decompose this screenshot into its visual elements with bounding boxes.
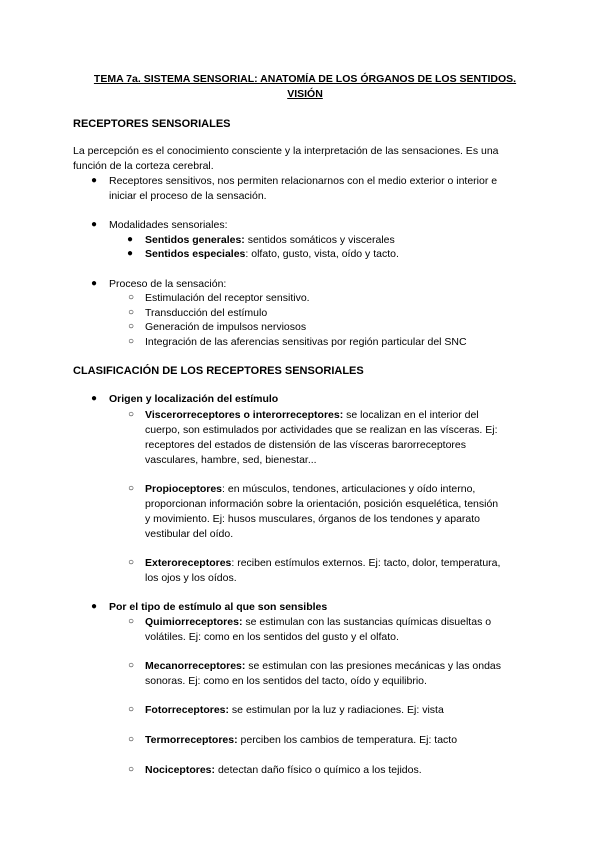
list-item: Viscerorreceptores o interorreceptores: se localizan en el interior del cuerpo, son estimulados por actividades que se realizan en las vísceras. Ej: receptores del estados de distensión de las vísceras barorreceptores vasculares, hambre, sed, bienestar...	[145, 409, 498, 466]
list-item: Generación de impulsos nerviosos	[145, 321, 307, 333]
circle-bullet-icon: ○	[128, 483, 135, 494]
list-item: Modalidades sensoriales:	[109, 219, 228, 231]
bullet-icon: ●	[127, 234, 134, 245]
circle-bullet-icon: ○	[128, 307, 135, 318]
list-item: Nociceptores: detectan daño físico o químico a los tejidos.	[145, 764, 422, 776]
list-item: Quimiorreceptores: se estimulan con las sustancias químicas disueltas o volátiles. Ej: como en los sentidos del gusto y el olfato.	[145, 616, 492, 643]
list-item: Termorreceptores: perciben los cambios de temperatura. Ej: tacto	[145, 734, 458, 746]
bullet-icon: ●	[91, 278, 98, 289]
circle-bullet-icon: ○	[128, 321, 135, 332]
list-item: Transducción del estímulo	[145, 307, 268, 319]
list-item: Fotorreceptores: se estimulan por la luz y radiaciones. Ej: vista	[145, 704, 444, 716]
intro-paragraph: La percepción es el conocimiento consciente y la interpretación de las sensaciones. Es una función de la corteza cerebral.	[73, 145, 499, 172]
circle-bullet-icon: ○	[128, 660, 135, 671]
list-item: Receptores sensitivos, nos permiten relacionarnos con el medio exterior o interior e iniciar el proceso de la sensación.	[109, 175, 498, 202]
bullet-icon: ●	[91, 393, 98, 404]
circle-bullet-icon: ○	[128, 292, 135, 303]
list-item: Exteroreceptores: reciben estímulos externos. Ej: tacto, dolor, temperatura, los ojos y los oídos.	[145, 557, 501, 584]
circle-bullet-icon: ○	[128, 704, 135, 715]
circle-bullet-icon: ○	[128, 409, 135, 420]
list-item: Por el tipo de estímulo al que son sensibles	[109, 601, 328, 613]
list-item: Sentidos generales: sentidos somáticos y viscerales	[145, 234, 395, 246]
circle-bullet-icon: ○	[128, 734, 135, 745]
circle-bullet-icon: ○	[128, 336, 135, 347]
list-item: Propioceptores: en músculos, tendones, articulaciones y oído interno, proporcionan información sobre la orientación, posición esquelética, tensión y movimiento. Ej: husos musculares, órganos de los tendones y aparato vestibular del oído.	[145, 483, 499, 540]
bullet-icon: ●	[91, 219, 98, 230]
bullet-icon: ●	[127, 248, 134, 259]
title-line-1: TEMA 7a. SISTEMA SENSORIAL: ANATOMÍA DE LOS ÓRGANOS DE LOS SENTIDOS.	[93, 73, 517, 85]
list-item: Proceso de la sensación:	[109, 278, 227, 290]
list-item: Origen y localización del estímulo	[109, 393, 279, 405]
circle-bullet-icon: ○	[128, 557, 135, 568]
document-title	[70, 72, 540, 102]
list-item: Integración de las aferencias sensitivas por región particular del SNC	[145, 336, 467, 348]
circle-bullet-icon: ○	[128, 764, 135, 775]
section-heading-clasificacion: CLASIFICACIÓN DE LOS RECEPTORES SENSORIALES	[73, 365, 364, 377]
section-heading-receptores: RECEPTORES SENSORIALES	[73, 118, 231, 130]
bullet-icon: ●	[91, 175, 98, 186]
list-item: Sentidos especiales: olfato, gusto, vista, oído y tacto.	[145, 248, 399, 260]
circle-bullet-icon: ○	[128, 616, 135, 627]
bullet-icon: ●	[91, 601, 98, 612]
list-item: Mecanorreceptores: se estimulan con las presiones mecánicas y las ondas sonoras. Ej: como en los sentidos del tacto, oído y equilibrio.	[145, 660, 502, 687]
list-item: Estimulación del receptor sensitivo.	[145, 292, 310, 304]
title-line-2: VISIÓN	[287, 88, 323, 100]
